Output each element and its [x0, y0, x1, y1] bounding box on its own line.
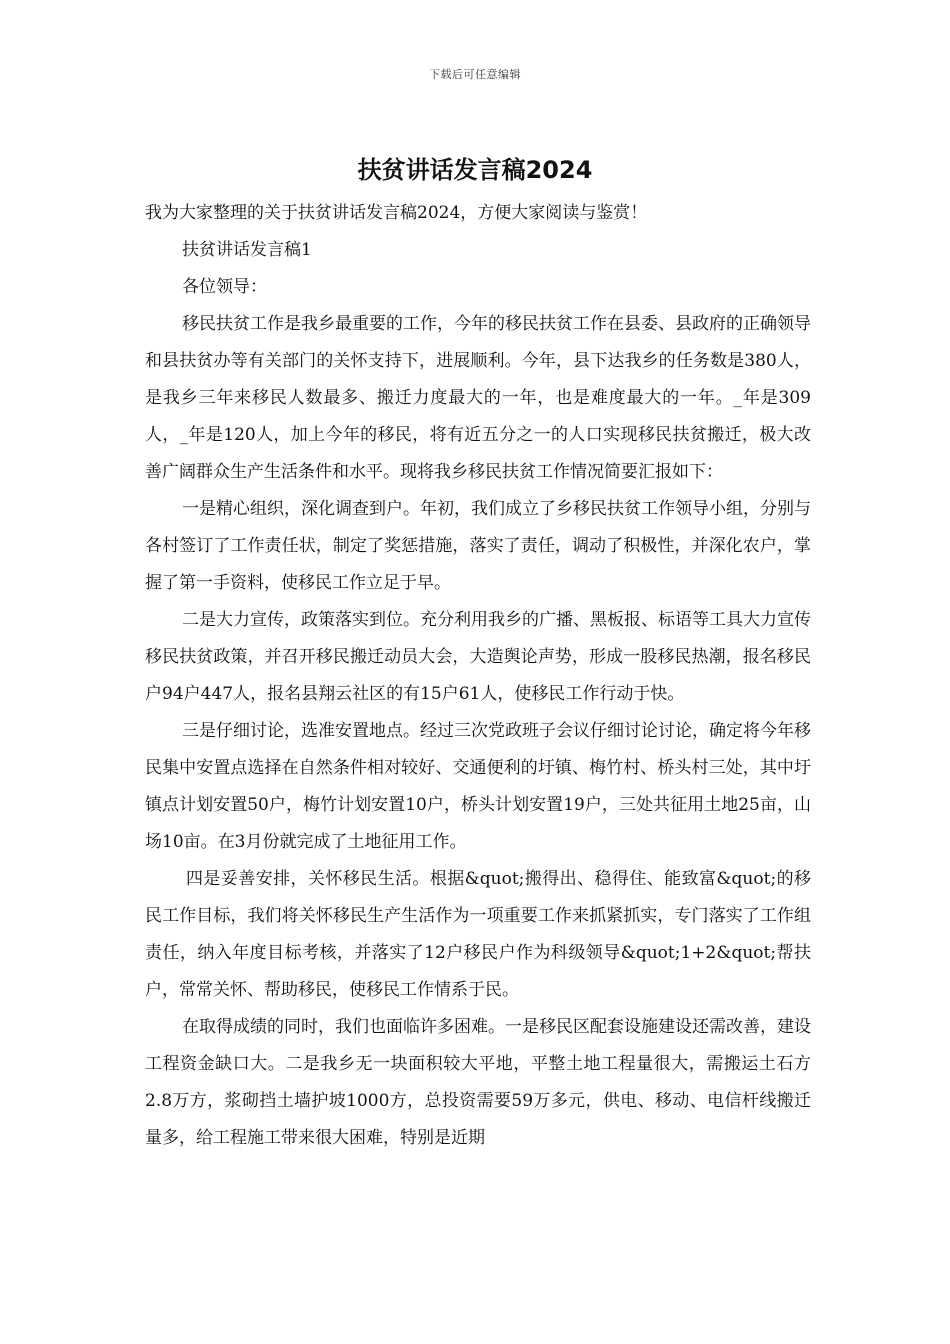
header-note: 下载后可任意编辑 — [429, 68, 521, 81]
body-paragraph: 移民扶贫工作是我乡最重要的工作，今年的移民扶贫工作在县委、县政府的正确领导和县扶贫办等有关部门的关怀支持下，进展顺利。今年，县下达我乡的任务数是380人，是我乡三年来移民人数最多、搬迁力度最大的一年，也是难度最大的一年。_年是309人，_年是120人，加上今年的移民，将有近五分之一的人口实现移民扶贫搬迁，极大改善广阔群众生产生活条件和水平。现将我乡移民扶贫工作情况简要汇报如下： — [145, 314, 811, 482]
intro-paragraph: 我为大家整理的关于扶贫讲话发言稿2024，方便大家阅读与鉴赏！ — [145, 203, 648, 223]
body-paragraph: 三是仔细讨论，选准安置地点。经过三次党政班子会议仔细讨论讨论，确定将今年移民集中安置点选择在自然条件相对较好、交通便利的圩镇、梅竹村、桥头村三处，其中圩镇点计划安置50户，梅竹计划安置10户，桥头计划安置19户，三处共征用土地25亩，山场10亩。在3月份就完成了土地征用工作。 — [145, 721, 811, 852]
body-paragraph: 在取得成绩的同时，我们也面临许多困难。一是移民区配套设施建设还需改善，建设工程资金缺口大。二是我乡无一块面积较大平地，平整土地工程量很大，需搬运土石方2.8万方，浆砌挡土墙护坡1000方，总投资需要59万多元，供电、移动、电信杆线搬迁量多，给工程施工带来很大困难，特别是近期 — [145, 1017, 811, 1148]
document-subtitle: 扶贫讲话发言稿1 — [182, 240, 312, 260]
body-paragraph: 四是妥善安排，关怀移民生活。根据&quot;搬得出、稳得住、能致富&quot;的移民工作目标，我们将关怀移民生产生活作为一项重要工作来抓紧抓实，专门落实了工作组责任，纳入年度目标考核，并落实了12户移民户作为科级领导&quot;1+2&quot;帮扶户，常常关怀、帮助移民，使移民工作情系于民。 — [145, 869, 811, 1000]
salutation: 各位领导： — [182, 277, 267, 297]
document-title: 扶贫讲话发言稿2024 — [357, 156, 593, 184]
document-body — [145, 195, 811, 1157]
body-paragraph: 二是大力宣传，政策落实到位。充分利用我乡的广播、黑板报、标语等工具大力宣传移民扶贫政策，并召开移民搬迁动员大会，大造舆论声势，形成一股移民热潮，报名移民户94户447人，报名县翔云社区的有15户61人，使移民工作行动于快。 — [145, 610, 811, 704]
body-paragraph: 一是精心组织，深化调查到户。年初，我们成立了乡移民扶贫工作领导小组，分别与各村签订了工作责任状，制定了奖惩措施，落实了责任，调动了积极性，并深化农户，掌握了第一手资料，使移民工作立足于早。 — [145, 499, 811, 593]
